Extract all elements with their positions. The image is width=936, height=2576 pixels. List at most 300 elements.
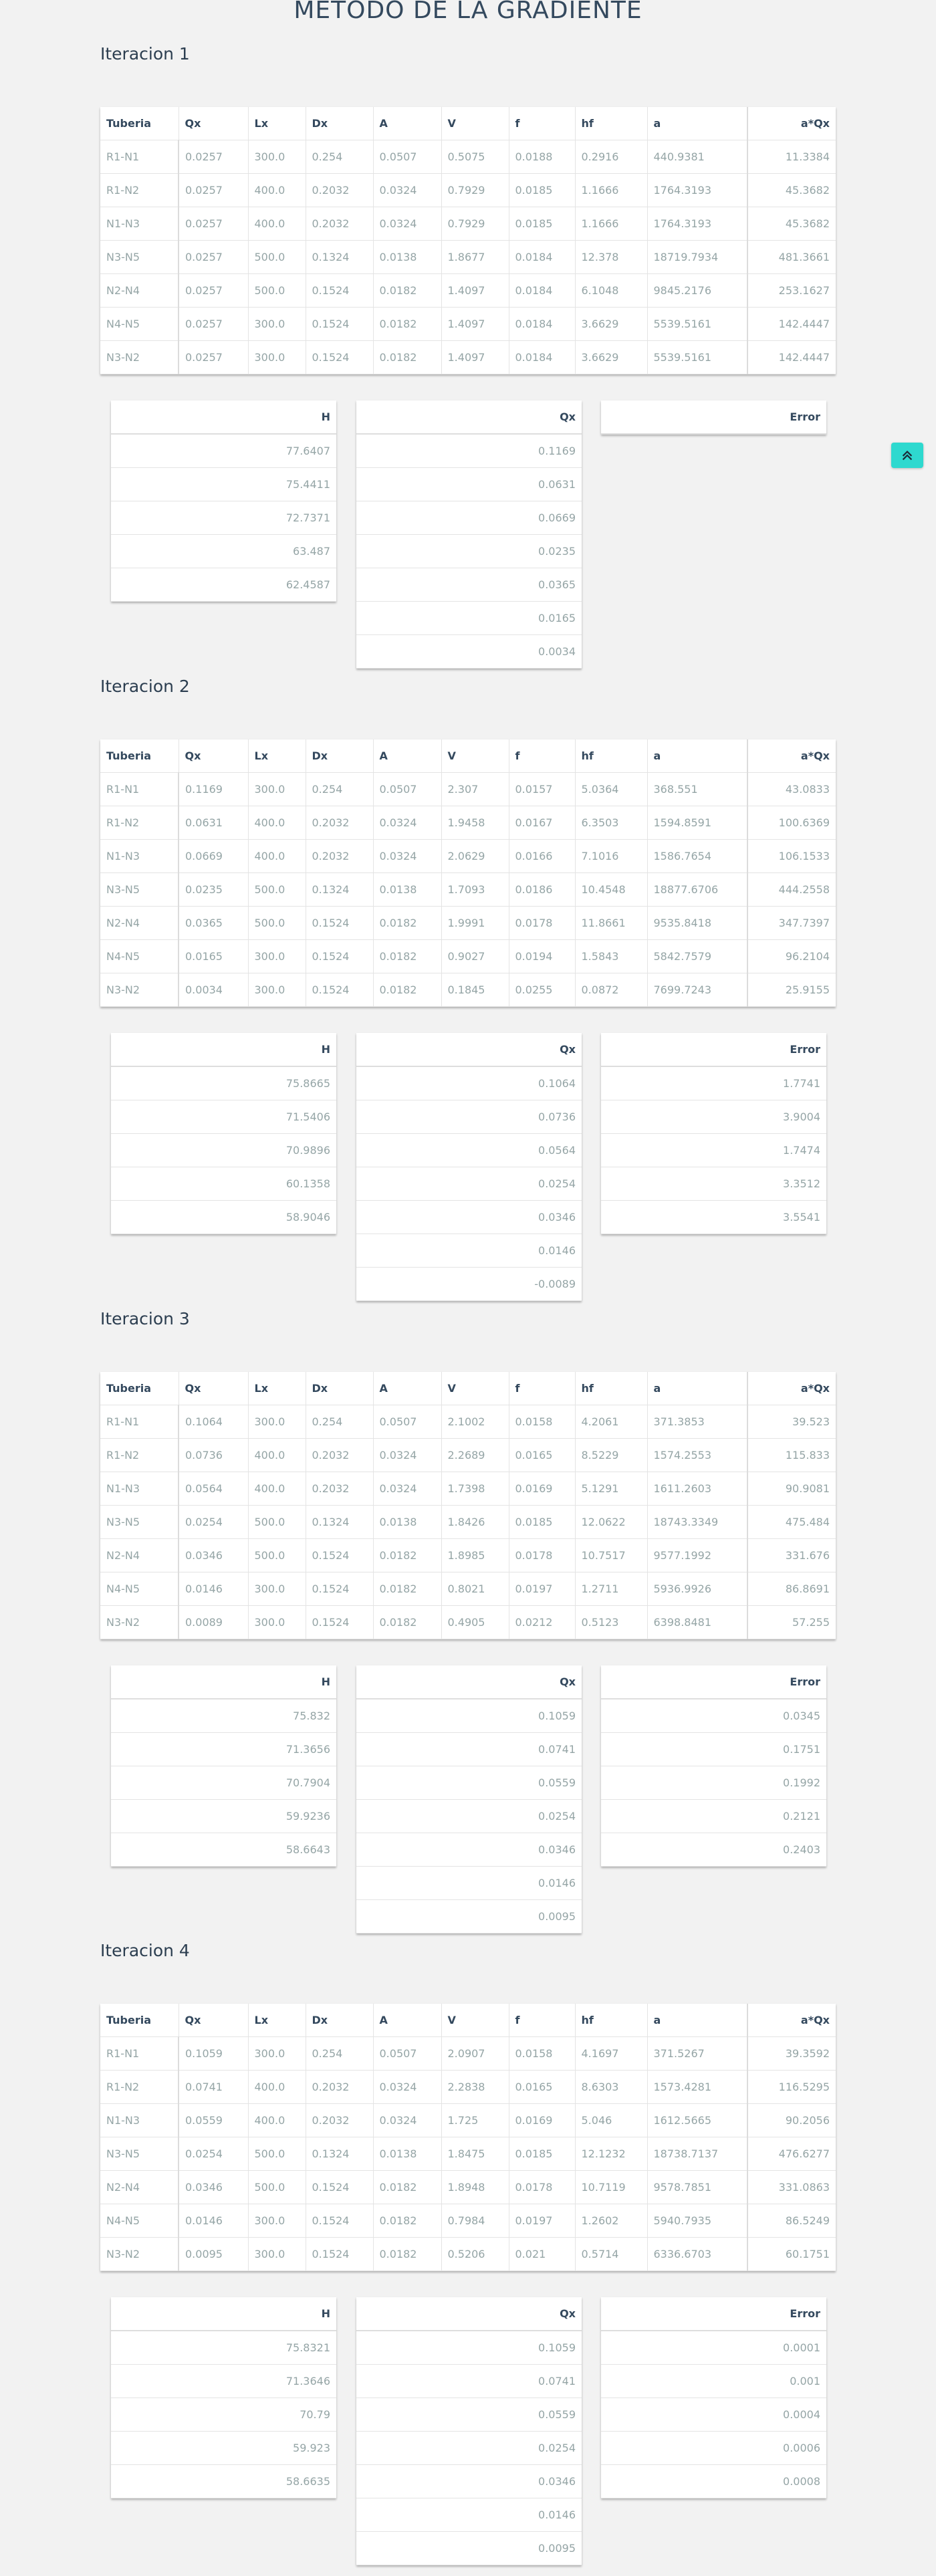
table-cell: R1-N2 bbox=[100, 174, 179, 207]
qx-table bbox=[356, 2297, 582, 2565]
table-cell: 0.2032 bbox=[306, 2071, 373, 2104]
column-header: Error bbox=[601, 2297, 826, 2331]
table-cell: 0.0182 bbox=[373, 274, 441, 308]
column-header: Lx bbox=[248, 107, 306, 140]
table-header-row bbox=[356, 400, 582, 434]
table-cell: 253.1627 bbox=[747, 274, 836, 308]
table-row bbox=[601, 1066, 826, 1100]
table-cell: 142.4447 bbox=[747, 341, 836, 374]
table-cell: N4-N5 bbox=[100, 1572, 179, 1606]
table-cell: 2.2689 bbox=[441, 1439, 509, 1472]
table-cell: 0.0631 bbox=[179, 806, 248, 840]
table-cell: 0.0324 bbox=[373, 806, 441, 840]
table-cell: 0.7984 bbox=[441, 2204, 509, 2238]
table-cell: 0.0507 bbox=[373, 140, 441, 174]
table-cell: 0.0157 bbox=[509, 773, 575, 806]
table-cell: 0.0138 bbox=[373, 873, 441, 907]
table-cell: 0.0559 bbox=[356, 2398, 582, 2432]
column-header: Error bbox=[601, 1033, 826, 1066]
table-row bbox=[100, 1472, 836, 1506]
table-cell: 0.0184 bbox=[509, 274, 575, 308]
column-header: Lx bbox=[248, 739, 306, 773]
table-cell: 0.0184 bbox=[509, 241, 575, 274]
table-header-row bbox=[100, 2004, 836, 2037]
table-cell: 400.0 bbox=[248, 207, 306, 241]
table-cell: 0.0507 bbox=[373, 1405, 441, 1439]
table-cell: 0.0324 bbox=[373, 2104, 441, 2137]
table-cell: 0.0254 bbox=[356, 1800, 582, 1833]
table-row bbox=[111, 1100, 336, 1134]
table-cell: 0.0631 bbox=[356, 468, 582, 501]
table-cell: 18877.6706 bbox=[647, 873, 747, 907]
table-cell: 300.0 bbox=[248, 308, 306, 341]
iteration-title: Iteracion 3 bbox=[100, 1309, 190, 1328]
column-header: H bbox=[111, 2297, 336, 2331]
column-header: Qx bbox=[179, 2004, 248, 2037]
table-cell: 1.2602 bbox=[575, 2204, 647, 2238]
table-row bbox=[111, 501, 336, 535]
table-cell: 0.2032 bbox=[306, 1439, 373, 1472]
table-cell: 86.8691 bbox=[747, 1572, 836, 1606]
column-header: A bbox=[373, 1372, 441, 1405]
table-cell: N3-N5 bbox=[100, 1506, 179, 1539]
table-cell: 1.7474 bbox=[601, 1134, 826, 1167]
table-cell: 6398.8481 bbox=[647, 1606, 747, 1639]
table-cell: 0.0184 bbox=[509, 308, 575, 341]
table-cell: 77.6407 bbox=[111, 434, 336, 468]
table-cell: 142.4447 bbox=[747, 308, 836, 341]
table-cell: R1-N1 bbox=[100, 140, 179, 174]
table-cell: 0.0559 bbox=[179, 2104, 248, 2137]
table-cell: 5.1291 bbox=[575, 1472, 647, 1506]
column-header: Qx bbox=[179, 739, 248, 773]
table-cell: 1.7093 bbox=[441, 873, 509, 907]
column-header: V bbox=[441, 107, 509, 140]
table-cell: 8.6303 bbox=[575, 2071, 647, 2104]
table-cell: 0.0158 bbox=[509, 2037, 575, 2071]
table-cell: 1573.4281 bbox=[647, 2071, 747, 2104]
table-cell: 75.8321 bbox=[111, 2331, 336, 2365]
page-title: METODO DE LA GRADIENTE bbox=[294, 0, 642, 24]
table-cell: 0.1059 bbox=[356, 2331, 582, 2365]
table-cell: 0.0146 bbox=[356, 1234, 582, 1268]
table-cell: 2.2838 bbox=[441, 2071, 509, 2104]
column-header: Qx bbox=[356, 400, 582, 434]
table-row bbox=[601, 1100, 826, 1134]
table-cell: 0.0564 bbox=[356, 1134, 582, 1167]
table-cell: 444.2558 bbox=[747, 873, 836, 907]
table-row bbox=[356, 535, 582, 568]
table-cell: 0.0138 bbox=[373, 2137, 441, 2171]
table-cell: 0.0188 bbox=[509, 140, 575, 174]
column-header: H bbox=[111, 1033, 336, 1066]
table-cell: 400.0 bbox=[248, 174, 306, 207]
table-cell: 0.1524 bbox=[306, 2204, 373, 2238]
column-header: V bbox=[441, 739, 509, 773]
table-cell: 0.1324 bbox=[306, 241, 373, 274]
table-row bbox=[601, 2365, 826, 2398]
table-cell: 59.923 bbox=[111, 2432, 336, 2465]
table-cell: 75.8665 bbox=[111, 1066, 336, 1100]
table-cell: 1.8426 bbox=[441, 1506, 509, 1539]
table-cell: 0.1524 bbox=[306, 940, 373, 973]
table-cell: 3.6629 bbox=[575, 341, 647, 374]
table-cell: 9845.2176 bbox=[647, 274, 747, 308]
table-cell: 1764.3193 bbox=[647, 207, 747, 241]
table-cell: 0.2403 bbox=[601, 1833, 826, 1867]
pipe-table bbox=[100, 107, 836, 374]
table-cell: 0.0182 bbox=[373, 2171, 441, 2204]
table-row bbox=[356, 1766, 582, 1800]
column-header: Dx bbox=[306, 2004, 373, 2037]
table-cell: 371.3853 bbox=[647, 1405, 747, 1439]
table-cell: N1-N3 bbox=[100, 1472, 179, 1506]
table-cell: 0.0741 bbox=[356, 1733, 582, 1766]
table-cell: 0.0146 bbox=[356, 1867, 582, 1900]
table-cell: 62.4587 bbox=[111, 568, 336, 602]
table-cell: 1.725 bbox=[441, 2104, 509, 2137]
table-cell: 0.0324 bbox=[373, 174, 441, 207]
table-cell: 0.0257 bbox=[179, 341, 248, 374]
table-row bbox=[356, 434, 582, 468]
column-header: a*Qx bbox=[747, 107, 836, 140]
table-cell: 0.1324 bbox=[306, 2137, 373, 2171]
table-cell: 371.5267 bbox=[647, 2037, 747, 2071]
table-cell: 0.0736 bbox=[356, 1100, 582, 1134]
table-row bbox=[601, 2465, 826, 2498]
table-cell: 0.0165 bbox=[179, 940, 248, 973]
table-row bbox=[356, 1699, 582, 1733]
table-cell: 400.0 bbox=[248, 840, 306, 873]
table-row bbox=[356, 1833, 582, 1867]
table-cell: 0.0559 bbox=[356, 1766, 582, 1800]
table-cell: 0.2032 bbox=[306, 806, 373, 840]
table-cell: 59.9236 bbox=[111, 1800, 336, 1833]
table-cell: 0.0034 bbox=[356, 635, 582, 669]
table-cell: 0.0006 bbox=[601, 2432, 826, 2465]
table-cell: 96.2104 bbox=[747, 940, 836, 973]
table-cell: 0.0254 bbox=[179, 1506, 248, 1539]
column-header: a bbox=[647, 2004, 747, 2037]
table-row bbox=[100, 241, 836, 274]
table-cell: 60.1358 bbox=[111, 1167, 336, 1201]
table-cell: 400.0 bbox=[248, 2104, 306, 2137]
table-row bbox=[356, 1733, 582, 1766]
table-cell: 0.5714 bbox=[575, 2238, 647, 2271]
column-header: A bbox=[373, 2004, 441, 2037]
table-cell: N4-N5 bbox=[100, 2204, 179, 2238]
table-cell: N1-N3 bbox=[100, 207, 179, 241]
table-cell: 0.0095 bbox=[356, 2532, 582, 2565]
table-row bbox=[601, 2398, 826, 2432]
table-cell: 0.0182 bbox=[373, 2204, 441, 2238]
table-cell: 3.5541 bbox=[601, 1201, 826, 1234]
column-header: hf bbox=[575, 107, 647, 140]
table-cell: 5.046 bbox=[575, 2104, 647, 2137]
table-cell: 2.307 bbox=[441, 773, 509, 806]
table-cell: 0.0235 bbox=[179, 873, 248, 907]
table-cell: 0.2032 bbox=[306, 174, 373, 207]
iteration-title: Iteracion 1 bbox=[100, 44, 190, 64]
table-row bbox=[100, 907, 836, 940]
table-row bbox=[111, 1201, 336, 1234]
table-cell: 0.0008 bbox=[601, 2465, 826, 2498]
column-header: Qx bbox=[356, 1665, 582, 1699]
table-cell: 0.0669 bbox=[356, 501, 582, 535]
table-cell: 0.1064 bbox=[356, 1066, 582, 1100]
table-row bbox=[100, 2204, 836, 2238]
table-header-row bbox=[601, 1665, 826, 1699]
table-row bbox=[356, 1268, 582, 1301]
table-header-row bbox=[356, 2297, 582, 2331]
table-cell: 500.0 bbox=[248, 1506, 306, 1539]
table-row bbox=[601, 1167, 826, 1201]
table-row bbox=[111, 1066, 336, 1100]
table-header-row bbox=[111, 1033, 336, 1066]
table-row bbox=[111, 1699, 336, 1733]
table-row bbox=[356, 1134, 582, 1167]
table-cell: 0.2032 bbox=[306, 2104, 373, 2137]
table-header-row bbox=[356, 1033, 582, 1066]
table-cell: 1574.2553 bbox=[647, 1439, 747, 1472]
table-cell: 6336.6703 bbox=[647, 2238, 747, 2271]
table-cell: 0.0194 bbox=[509, 940, 575, 973]
table-header-row bbox=[601, 2297, 826, 2331]
column-header: f bbox=[509, 739, 575, 773]
table-cell: 1.8677 bbox=[441, 241, 509, 274]
table-cell: N2-N4 bbox=[100, 274, 179, 308]
table-cell: 71.3646 bbox=[111, 2365, 336, 2398]
table-row bbox=[601, 2432, 826, 2465]
table-cell: 0.0089 bbox=[179, 1606, 248, 1639]
table-row bbox=[100, 1439, 836, 1472]
table-cell: 1.8985 bbox=[441, 1539, 509, 1572]
iteration-title: Iteracion 2 bbox=[100, 677, 190, 696]
table-cell: 0.2032 bbox=[306, 1472, 373, 1506]
table-cell: 0.2916 bbox=[575, 140, 647, 174]
table-cell: 0.0365 bbox=[356, 568, 582, 602]
column-header: Error bbox=[601, 400, 826, 434]
table-cell: 2.0629 bbox=[441, 840, 509, 873]
table-row bbox=[601, 1833, 826, 1867]
column-header: Tuberia bbox=[100, 2004, 179, 2037]
table-cell: 475.484 bbox=[747, 1506, 836, 1539]
table-cell: 0.0184 bbox=[509, 341, 575, 374]
table-cell: 1.7741 bbox=[601, 1066, 826, 1100]
table-row bbox=[356, 635, 582, 669]
table-cell: 3.6629 bbox=[575, 308, 647, 341]
table-row bbox=[356, 1167, 582, 1201]
table-cell: 0.0257 bbox=[179, 274, 248, 308]
table-cell: 1.7398 bbox=[441, 1472, 509, 1506]
table-cell: 0.021 bbox=[509, 2238, 575, 2271]
column-header: Tuberia bbox=[100, 107, 179, 140]
table-cell: 9535.8418 bbox=[647, 907, 747, 940]
table-cell: 0.1524 bbox=[306, 341, 373, 374]
table-cell: 0.0178 bbox=[509, 1539, 575, 1572]
table-row bbox=[601, 1134, 826, 1167]
table-cell: 0.0564 bbox=[179, 1472, 248, 1506]
table-cell: -0.0089 bbox=[356, 1268, 582, 1301]
table-cell: 116.5295 bbox=[747, 2071, 836, 2104]
table-cell: 0.0182 bbox=[373, 1572, 441, 1606]
table-cell: 1611.2603 bbox=[647, 1472, 747, 1506]
table-cell: 0.0365 bbox=[179, 907, 248, 940]
table-cell: 3.9004 bbox=[601, 1100, 826, 1134]
table-row bbox=[601, 1800, 826, 1833]
table-cell: 18719.7934 bbox=[647, 241, 747, 274]
table-cell: 0.1751 bbox=[601, 1733, 826, 1766]
table-row bbox=[601, 1733, 826, 1766]
table-cell: 1.5843 bbox=[575, 940, 647, 973]
table-cell: 0.0507 bbox=[373, 773, 441, 806]
error-table bbox=[601, 1033, 826, 1234]
table-cell: 71.5406 bbox=[111, 1100, 336, 1134]
table-cell: 0.0346 bbox=[356, 1833, 582, 1867]
column-header: H bbox=[111, 400, 336, 434]
table-cell: 43.0833 bbox=[747, 773, 836, 806]
table-cell: 86.5249 bbox=[747, 2204, 836, 2238]
table-cell: 0.0182 bbox=[373, 973, 441, 1007]
table-cell: 5936.9926 bbox=[647, 1572, 747, 1606]
table-row bbox=[100, 140, 836, 174]
table-row bbox=[601, 1766, 826, 1800]
table-row bbox=[111, 434, 336, 468]
column-header: Error bbox=[601, 1665, 826, 1699]
table-cell: 0.1064 bbox=[179, 1405, 248, 1439]
table-cell: 0.0346 bbox=[179, 1539, 248, 1572]
table-cell: 0.254 bbox=[306, 140, 373, 174]
table-cell: N3-N2 bbox=[100, 2238, 179, 2271]
column-header: a bbox=[647, 1372, 747, 1405]
table-cell: N1-N3 bbox=[100, 2104, 179, 2137]
column-header: V bbox=[441, 1372, 509, 1405]
table-cell: 300.0 bbox=[248, 1606, 306, 1639]
table-cell: R1-N1 bbox=[100, 773, 179, 806]
table-cell: 0.0257 bbox=[179, 207, 248, 241]
table-cell: 0.0669 bbox=[179, 840, 248, 873]
table-cell: 5539.5161 bbox=[647, 308, 747, 341]
table-row bbox=[601, 1201, 826, 1234]
table-cell: 0.0182 bbox=[373, 940, 441, 973]
table-cell: 0.0197 bbox=[509, 1572, 575, 1606]
table-cell: 0.0167 bbox=[509, 806, 575, 840]
table-cell: 0.254 bbox=[306, 2037, 373, 2071]
table-cell: 0.001 bbox=[601, 2365, 826, 2398]
table-row bbox=[356, 2532, 582, 2565]
table-cell: N2-N4 bbox=[100, 1539, 179, 1572]
table-cell: 0.0324 bbox=[373, 207, 441, 241]
column-header: f bbox=[509, 107, 575, 140]
table-row bbox=[111, 1733, 336, 1766]
table-cell: 0.0146 bbox=[356, 2498, 582, 2532]
table-cell: 0.0212 bbox=[509, 1606, 575, 1639]
column-header: a*Qx bbox=[747, 1372, 836, 1405]
table-cell: 0.0166 bbox=[509, 840, 575, 873]
table-cell: 12.378 bbox=[575, 241, 647, 274]
table-row bbox=[100, 940, 836, 973]
table-cell: 0.0178 bbox=[509, 2171, 575, 2204]
table-row bbox=[356, 1066, 582, 1100]
table-cell: 1.9458 bbox=[441, 806, 509, 840]
table-cell: 0.0324 bbox=[373, 1472, 441, 1506]
table-cell: 0.0346 bbox=[179, 2171, 248, 2204]
table-cell: 10.7517 bbox=[575, 1539, 647, 1572]
table-cell: 0.7929 bbox=[441, 207, 509, 241]
table-cell: 70.79 bbox=[111, 2398, 336, 2432]
column-header: A bbox=[373, 739, 441, 773]
table-cell: 11.3384 bbox=[747, 140, 836, 174]
table-cell: 11.8661 bbox=[575, 907, 647, 940]
table-cell: 400.0 bbox=[248, 2071, 306, 2104]
table-cell: 300.0 bbox=[248, 2238, 306, 2271]
table-cell: 0.2121 bbox=[601, 1800, 826, 1833]
column-header: V bbox=[441, 2004, 509, 2037]
qx-table bbox=[356, 1665, 582, 1934]
table-cell: 4.1697 bbox=[575, 2037, 647, 2071]
table-cell: N4-N5 bbox=[100, 308, 179, 341]
table-cell: 70.9896 bbox=[111, 1134, 336, 1167]
table-cell: 0.0185 bbox=[509, 174, 575, 207]
table-cell: 0.5206 bbox=[441, 2238, 509, 2271]
table-cell: 0.0741 bbox=[356, 2365, 582, 2398]
table-cell: 0.1524 bbox=[306, 2171, 373, 2204]
table-row bbox=[100, 2104, 836, 2137]
table-cell: 0.9027 bbox=[441, 940, 509, 973]
pipe-table bbox=[100, 2004, 836, 2271]
table-row bbox=[100, 207, 836, 241]
table-cell: 90.2056 bbox=[747, 2104, 836, 2137]
table-cell: N3-N2 bbox=[100, 1606, 179, 1639]
table-cell: 1.1666 bbox=[575, 174, 647, 207]
table-cell: 0.1169 bbox=[179, 773, 248, 806]
table-header-row bbox=[111, 400, 336, 434]
table-cell: 1586.7654 bbox=[647, 840, 747, 873]
table-cell: 0.5123 bbox=[575, 1606, 647, 1639]
table-row bbox=[356, 1100, 582, 1134]
table-cell: 6.1048 bbox=[575, 274, 647, 308]
table-cell: 0.1169 bbox=[356, 434, 582, 468]
table-cell: 0.1524 bbox=[306, 1539, 373, 1572]
table-cell: 0.0095 bbox=[179, 2238, 248, 2271]
table-cell: 500.0 bbox=[248, 873, 306, 907]
table-cell: 115.833 bbox=[747, 1439, 836, 1472]
table-cell: 0.0185 bbox=[509, 207, 575, 241]
table-cell: 75.4411 bbox=[111, 468, 336, 501]
table-cell: 58.6643 bbox=[111, 1833, 336, 1867]
table-cell: 0.0197 bbox=[509, 2204, 575, 2238]
table-cell: 0.1524 bbox=[306, 308, 373, 341]
table-cell: 0.1524 bbox=[306, 973, 373, 1007]
table-cell: 106.1533 bbox=[747, 840, 836, 873]
scroll-top-button[interactable] bbox=[891, 443, 923, 468]
table-row bbox=[111, 1766, 336, 1800]
table-row bbox=[356, 568, 582, 602]
table-cell: R1-N2 bbox=[100, 2071, 179, 2104]
table-row bbox=[111, 2432, 336, 2465]
table-cell: 1.4097 bbox=[441, 308, 509, 341]
table-cell: 0.0146 bbox=[179, 2204, 248, 2238]
table-cell: 0.0138 bbox=[373, 1506, 441, 1539]
table-row bbox=[100, 840, 836, 873]
table-cell: 1764.3193 bbox=[647, 174, 747, 207]
table-header-row bbox=[111, 1665, 336, 1699]
table-cell: 0.254 bbox=[306, 773, 373, 806]
table-cell: 481.3661 bbox=[747, 241, 836, 274]
table-header-row bbox=[601, 1033, 826, 1066]
column-header: Tuberia bbox=[100, 739, 179, 773]
table-row bbox=[111, 2331, 336, 2365]
